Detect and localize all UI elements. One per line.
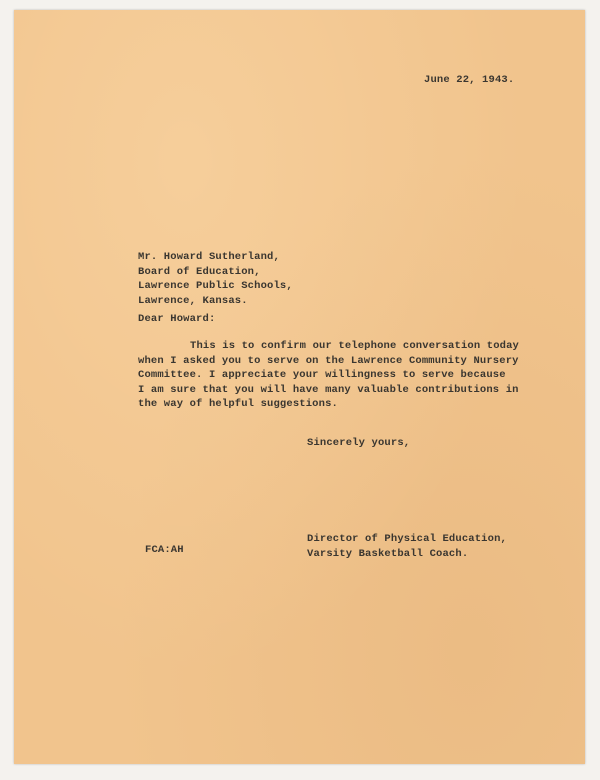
- body-line: This is to confirm our telephone conversation today: [190, 340, 520, 352]
- address-line: Mr. Howard Sutherland,: [138, 251, 280, 263]
- signature-line: Director of Physical Education,: [307, 533, 507, 545]
- letter-paper: [14, 10, 585, 764]
- signature-block: [307, 532, 507, 561]
- body-line: when I asked you to serve on the Lawrence Community Nursery: [138, 354, 519, 367]
- letter-body: [138, 339, 519, 412]
- address-line: Lawrence Public Schools,: [138, 280, 293, 292]
- body-line: I am sure that you will have many valuable contributions in: [138, 383, 519, 396]
- letter-date: June 22, 1943.: [424, 74, 515, 86]
- address-line: Board of Education,: [138, 265, 261, 278]
- signature-line: Varsity Basketball Coach.: [307, 547, 469, 560]
- complimentary-close: Sincerely yours,: [307, 437, 411, 449]
- address-line: Lawrence, Kansas.: [138, 294, 248, 307]
- recipient-address: [138, 250, 293, 308]
- reference-initials: FCA:AH: [145, 544, 184, 556]
- body-line: Committee. I appreciate your willingness to serve because: [138, 369, 506, 381]
- salutation: Dear Howard:: [138, 313, 216, 325]
- body-line: the way of helpful suggestions.: [138, 398, 338, 410]
